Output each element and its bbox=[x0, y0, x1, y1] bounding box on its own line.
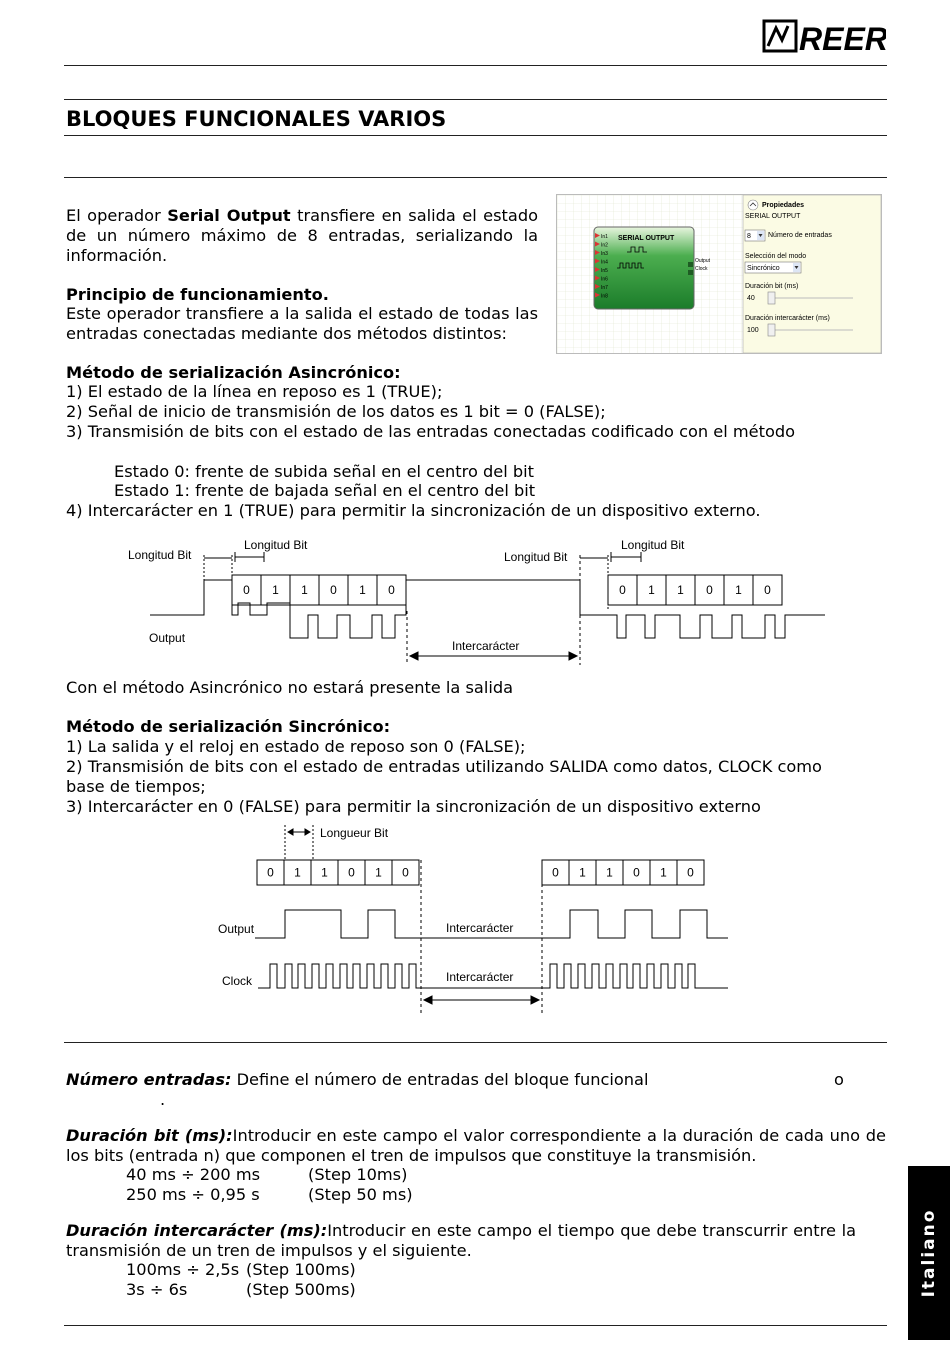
async-item-4: 4) Intercarácter en 1 (TRUE) para permitir la sincronización de un dispositivo externo. bbox=[66, 501, 761, 520]
sync-bit-value: 0 bbox=[267, 865, 274, 880]
sync-item-3: 3) Intercarácter en 0 (FALSE) para permitir la sincronización de un dispositivo externo bbox=[66, 797, 761, 816]
async-label-intercaracter: Intercarácter bbox=[452, 639, 520, 653]
sync-bit-value: 0 bbox=[552, 865, 559, 880]
async-bit-value: 0 bbox=[388, 583, 395, 597]
sync-bit-value: 0 bbox=[402, 865, 409, 880]
sync-bit-value: 1 bbox=[294, 865, 301, 880]
operator-name: Serial Output bbox=[167, 206, 291, 225]
param-bit-duration: Duración bit (ms):Introducir en este campo el valor correspondiente a la duración de cada uno de los bits (entrada n) que componen el tren de impulsos que constituye la transmisión. bbox=[66, 1126, 887, 1165]
bit-duration-slider[interactable] bbox=[768, 292, 775, 304]
section-rule bbox=[64, 177, 887, 178]
properties-subtitle: SERIAL OUTPUT bbox=[745, 213, 801, 220]
async-timing-diagram bbox=[120, 535, 830, 670]
async-label-bitlength-2: Longitud Bit bbox=[244, 538, 308, 552]
sync-item-2: 2) Transmisión de bits con el estado de entradas utilizando SALIDA como datos, CLOCK como bbox=[66, 757, 822, 776]
async-bit-value: 1 bbox=[301, 583, 308, 597]
sync-bit-value: 1 bbox=[375, 865, 382, 880]
input-pin-label: In5 bbox=[601, 268, 608, 274]
sync-bit-value: 0 bbox=[348, 865, 355, 880]
sync-bit-boxes bbox=[257, 860, 704, 885]
sync-bit-value: 0 bbox=[687, 865, 694, 880]
sync-bit-value: 1 bbox=[606, 865, 613, 880]
async-label-output: Output bbox=[149, 631, 186, 645]
interchar-slider[interactable] bbox=[768, 324, 775, 336]
async-item-2: 2) Señal de inicio de transmisión de los datos es 1 bit = 0 (FALSE); bbox=[66, 402, 606, 421]
input-pin-label: In1 bbox=[601, 234, 608, 240]
sync-label-bitlength: Longueur Bit bbox=[320, 826, 389, 840]
bit-range-1: 40 ms ÷ 200 ms bbox=[126, 1165, 261, 1184]
sync-label-intercaracter-1: Intercarácter bbox=[446, 921, 514, 935]
brand-logo bbox=[762, 16, 886, 56]
param-num-dot: . bbox=[160, 1090, 166, 1109]
sync-bit-value: 1 bbox=[660, 865, 667, 880]
input-pin-label: In2 bbox=[601, 242, 608, 249]
title-rule-bottom bbox=[64, 135, 887, 136]
section-title: BLOQUES FUNCIONALES VARIOS bbox=[66, 107, 447, 131]
num-inputs-label: Número de entradas bbox=[768, 232, 832, 239]
sync-label-output: Output bbox=[218, 922, 255, 936]
interchar-step-1: (Step 100ms) bbox=[246, 1260, 356, 1279]
principle-text: Este operador transfiere a la salida el estado de todas las entradas conectadas mediante dos métodos distintos: bbox=[66, 304, 538, 343]
async-bit-value: 0 bbox=[330, 583, 337, 597]
brand-logo-text: REER bbox=[799, 21, 886, 56]
clock-pin-label: Clock bbox=[695, 266, 708, 272]
sync-label-clock: Clock bbox=[222, 974, 253, 988]
language-side-tab-label: Italiano bbox=[919, 1208, 939, 1298]
output-pin-label: Output bbox=[695, 258, 711, 264]
sync-timing-diagram bbox=[210, 820, 740, 1015]
sync-bit-value: 1 bbox=[579, 865, 586, 880]
interchar-label: Duración intercarácter (ms) bbox=[745, 315, 830, 322]
bit-step-2: (Step 50 ms) bbox=[308, 1185, 413, 1204]
params-rule bbox=[64, 1042, 887, 1043]
interchar-range-2: 3s ÷ 6s bbox=[126, 1280, 188, 1299]
param-interchar-duration: Duración intercarácter (ms):Introducir en este campo el tiempo que debe transcurrir entre la transmisión de un tren de impulsos y el siguiente. bbox=[66, 1221, 856, 1260]
bit-step-1: (Step 10ms) bbox=[308, 1165, 408, 1184]
interchar-value: 100 bbox=[747, 327, 759, 334]
bit-duration-label: Duración bit (ms) bbox=[745, 283, 799, 290]
async-note: Con el método Asincrónico no estará presente la salida bbox=[66, 678, 514, 697]
svg-text:Sincrónico: Sincrónico bbox=[747, 265, 780, 272]
async-bit-value: 1 bbox=[272, 583, 279, 597]
svg-text:8: 8 bbox=[747, 233, 751, 240]
async-bit-value: 0 bbox=[706, 583, 713, 597]
sync-heading: Método de serialización Sincrónico: bbox=[66, 717, 391, 736]
principle-heading: Principio de funcionamiento. bbox=[66, 285, 329, 304]
bit-range-2: 250 ms ÷ 0,95 s bbox=[126, 1185, 260, 1204]
header-rule bbox=[64, 65, 887, 66]
param-num-tail: o bbox=[834, 1070, 844, 1089]
title-rule-top bbox=[64, 99, 887, 100]
interchar-range-1: 100ms ÷ 2,5s bbox=[126, 1260, 240, 1279]
input-pin-label: In4 bbox=[601, 259, 608, 266]
intro-paragraph: El operador Serial Output transfiere en salida el estado de un número máximo de 8 entradas, serializando la información. bbox=[66, 206, 539, 265]
param-bit-label: Duración bit (ms): bbox=[66, 1126, 233, 1145]
async-bit-value: 1 bbox=[677, 583, 684, 597]
block-title: SERIAL OUTPUT bbox=[618, 235, 675, 242]
async-item-1: 1) El estado de la línea en reposo es 1 (TRUE); bbox=[66, 382, 443, 401]
async-state-1: Estado 1: frente de bajada señal en el centro del bit bbox=[114, 481, 536, 500]
sync-bit-value: 0 bbox=[633, 865, 640, 880]
async-bit-value: 1 bbox=[648, 583, 655, 597]
async-label-bitlength-4: Longitud Bit bbox=[621, 538, 685, 552]
async-item-3: 3) Transmisión de bits con el estado de las entradas conectadas codificado con el método bbox=[66, 422, 796, 441]
param-interchar-label: Duración intercarácter (ms): bbox=[66, 1221, 328, 1240]
properties-title: Propiedades bbox=[762, 202, 805, 209]
param-num-label: Número entradas: bbox=[66, 1070, 232, 1089]
input-pin-label: In3 bbox=[601, 251, 608, 257]
clock-pin[interactable] bbox=[688, 270, 693, 275]
sync-label-intercaracter-2: Intercarácter bbox=[446, 970, 514, 984]
output-pin[interactable] bbox=[688, 262, 693, 267]
sync-item-1: 1) La salida y el reloj en estado de reposo son 0 (FALSE); bbox=[66, 737, 526, 756]
async-bit-value: 0 bbox=[619, 583, 626, 597]
async-bit-value: 0 bbox=[243, 583, 250, 597]
language-side-tab bbox=[908, 1166, 950, 1340]
async-state-0: Estado 0: frente de subida señal en el centro del bit bbox=[114, 462, 534, 481]
async-label-bitlength-3: Longitud Bit bbox=[504, 550, 568, 564]
async-bit-value: 1 bbox=[735, 583, 742, 597]
async-bit-value: 0 bbox=[764, 583, 771, 597]
input-pin-label: In8 bbox=[601, 293, 608, 300]
async-bit-value: 1 bbox=[359, 583, 366, 597]
sync-item-2-cont: base de tiempos; bbox=[66, 777, 206, 796]
param-num-inputs: Número entradas: Define el número de entradas del bloque funcional bbox=[66, 1070, 649, 1089]
mode-label: Selección del modo bbox=[745, 253, 807, 260]
input-pin-label: In7 bbox=[601, 285, 608, 291]
async-label-bitlength-1: Longitud Bit bbox=[128, 548, 192, 562]
async-heading: Método de serialización Asincrónico: bbox=[66, 363, 401, 382]
bit-duration-value: 40 bbox=[747, 295, 755, 302]
sync-bit-value: 1 bbox=[321, 865, 328, 880]
collapse-icon[interactable] bbox=[748, 200, 758, 210]
interchar-step-2: (Step 500ms) bbox=[246, 1280, 356, 1299]
input-pin-label: In6 bbox=[601, 276, 608, 283]
footer-rule bbox=[64, 1325, 887, 1326]
software-screenshot bbox=[556, 194, 882, 354]
